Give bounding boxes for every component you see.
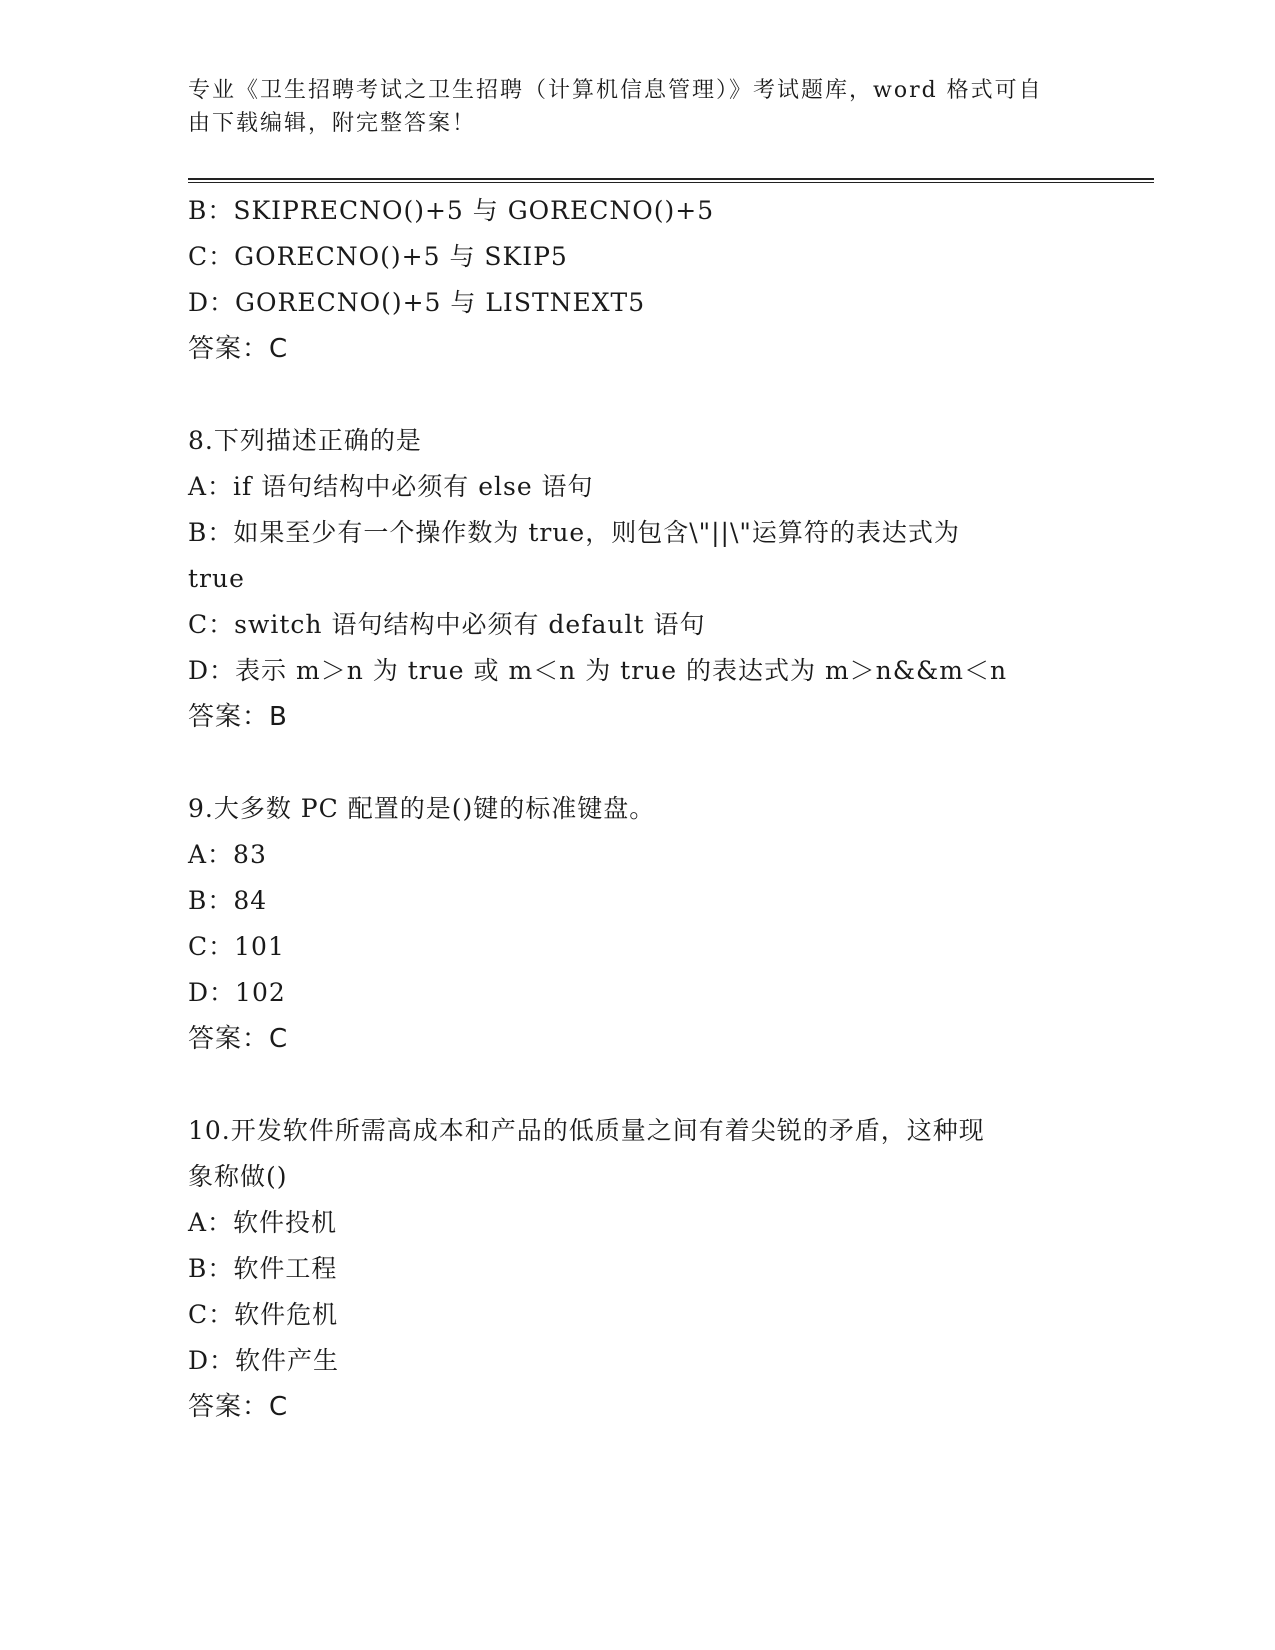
option-a: A：软件投机 — [188, 1208, 338, 1237]
spacer — [188, 372, 1088, 418]
option-b-continued: true — [188, 564, 245, 593]
spacer — [188, 1062, 1088, 1108]
option-d: D：表示 m＞n 为 true 或 m＜n 为 true 的表达式为 m＞n&&m＜n — [188, 656, 1008, 685]
option-a: A：if 语句结构中必须有 else 语句 — [188, 472, 594, 501]
answer: 答案：C — [188, 1392, 289, 1422]
question-text: 9.大多数 PC 配置的是()键的标准键盘。 — [188, 794, 656, 823]
question-text: 8.下列描述正确的是 — [188, 426, 422, 455]
option-d: D：102 — [188, 978, 286, 1007]
question-9 — [188, 786, 1088, 1062]
header-divider — [188, 178, 1154, 183]
header-line-1: 专业《卫生招聘考试之卫生招聘（计算机信息管理）》考试题库，word 格式可自 — [188, 78, 1043, 103]
option-b: B：SKIPRECNO()+5 与 GORECNO()+5 — [188, 196, 715, 225]
question-text-line-1: 10.开发软件所需高成本和产品的低质量之间有着尖锐的矛盾，这种现 — [188, 1116, 985, 1145]
option-d: D：软件产生 — [188, 1346, 340, 1375]
option-c: C：101 — [188, 932, 285, 961]
spacer — [188, 740, 1088, 786]
option-b: B：软件工程 — [188, 1254, 338, 1283]
document-header — [188, 74, 1068, 140]
option-b: B：84 — [188, 886, 268, 915]
header-line-2: 由下载编辑，附完整答案！ — [188, 111, 477, 136]
option-b: B：如果至少有一个操作数为 true，则包含\"||\"运算符的表达式为 — [188, 518, 960, 547]
question-text-line-2: 象称做() — [188, 1162, 288, 1191]
question-10 — [188, 1108, 1088, 1430]
answer: 答案：C — [188, 1024, 289, 1054]
option-d: D：GORECNO()+5 与 LISTNEXT5 — [188, 288, 646, 317]
option-c: C：软件危机 — [188, 1300, 339, 1329]
question-list — [188, 188, 1088, 1430]
option-a: A：83 — [188, 840, 267, 869]
question-8 — [188, 418, 1088, 740]
answer: 答案：B — [188, 702, 288, 732]
question-7-tail — [188, 188, 1088, 372]
option-c: C：GORECNO()+5 与 SKIP5 — [188, 242, 568, 271]
answer: 答案：C — [188, 334, 289, 364]
option-c: C：switch 语句结构中必须有 default 语句 — [188, 610, 706, 639]
